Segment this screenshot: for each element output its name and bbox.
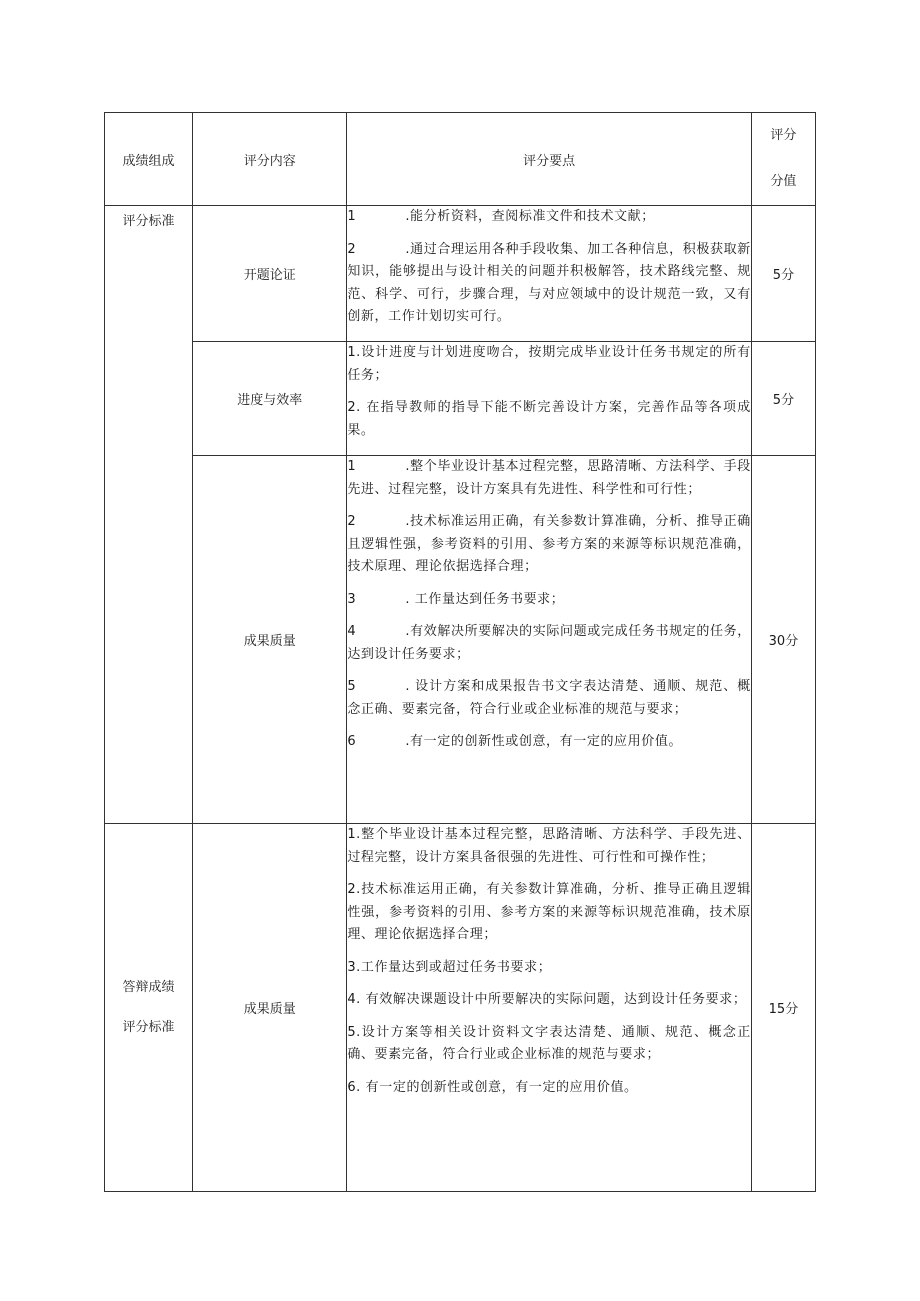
item-label: 成果质量 [193, 824, 347, 1192]
point-text: 技术标准运用正确，有关参数计算准确，分析、推导正确且逻辑性强，参考资料的引用、参考方案的来源等标识规范准确，技术原理、理论依据选择合理； [347, 882, 751, 942]
point-text: 设计进度与计划进度吻合，按期完成毕业设计任务书规定的所有任务； [347, 345, 751, 383]
point-number: 5. [347, 1024, 361, 1040]
point-item [347, 1077, 751, 1100]
point-number: 1. [347, 345, 361, 360]
score-value: 15分 [751, 824, 815, 1192]
point-number: 2. [347, 882, 361, 897]
table-row [105, 206, 816, 342]
header-points: 评分要点 [347, 113, 752, 206]
point-item [347, 731, 751, 754]
point-number: 1. [347, 827, 361, 842]
header-score [751, 113, 815, 206]
point-text: .有一定的创新性或创意，有一定的应用价值。 [405, 734, 683, 749]
point-text: 有效解决课题设计中所要解决的实际问题，达到设计任务要求； [360, 992, 747, 1007]
point-number: 5 [347, 679, 357, 694]
point-item [347, 456, 751, 501]
grading-table [104, 112, 816, 1192]
point-item [347, 879, 751, 947]
point-item [347, 342, 751, 387]
point-number: 4 [347, 624, 357, 639]
point-number: 2 [347, 241, 357, 257]
point-number: 1 [347, 209, 357, 224]
point-text: 整个毕业设计基本过程完整，思路清晰、方法科学、手段先进、过程完整，设计方案具备很强的先进性、可行性和可操作性； [347, 827, 751, 865]
point-number: 3. [347, 959, 361, 975]
table-row [105, 342, 816, 456]
section-group-label [105, 824, 193, 1192]
score-value: 5分 [751, 342, 815, 456]
point-text: .技术标准运用正确，有关参数计算准确，分析、推导正确且逻辑性强，参考资料的引用、参考方案的来源等标识规范准确，技术原理、理论依据选择合理； [347, 514, 751, 574]
header-row [105, 113, 816, 206]
points-cell [347, 824, 752, 1192]
point-item [347, 676, 751, 721]
point-number: 2 [347, 514, 357, 529]
point-item [347, 989, 751, 1012]
point-number: 4. [347, 992, 361, 1007]
point-number: 2. [347, 400, 361, 415]
point-text: 在指导教师的指导下能不断完善设计方案，完善作品等各项成果。 [347, 400, 751, 438]
point-text: 设计方案等相关设计资料文字表达清楚、通顺、规范、概念正确、要素完备，符合行业或企业标准的规范与要求； [347, 1024, 751, 1062]
point-number: 6 [347, 734, 357, 749]
point-text: . 工作量达到任务书要求； [405, 591, 565, 607]
score-value: 30分 [751, 456, 815, 824]
table-row [105, 456, 816, 824]
point-text: 工作量达到或超过任务书要求； [360, 959, 552, 975]
section-group-label: 评分标准 [105, 206, 193, 824]
points-cell [347, 456, 752, 824]
point-text: 有一定的创新性或创意，有一定的应用价值。 [360, 1079, 638, 1095]
point-text: .通过合理运用各种手段收集、加工各种信息，积极获取新知识，能够提出与设计相关的问题并积极解答，技术路线完整、规范、科学、可行，步骤合理，与对应领域中的设计规范一致，又有创新，工作计划切实可行。 [347, 241, 751, 324]
section-group-line2: 评分标准 [122, 1019, 175, 1035]
points-cell [347, 342, 752, 456]
score-value: 5分 [751, 206, 815, 342]
point-item [347, 1022, 751, 1067]
section-group-line1: 答辩成绩 [122, 979, 175, 995]
point-number: 6. [347, 1079, 361, 1095]
point-item [347, 397, 751, 442]
point-item [347, 621, 751, 666]
point-item [347, 957, 751, 980]
point-text: .有效解决所要解决的实际问题或完成任务书规定的任务，达到设计任务要求； [347, 624, 751, 662]
point-item [347, 206, 751, 229]
header-item: 评分内容 [193, 113, 347, 206]
point-text: .能分析资料，查阅标准文件和技术文献； [405, 209, 655, 224]
item-label: 开题论证 [193, 206, 347, 342]
header-group: 成绩组成 [105, 113, 193, 206]
points-cell [347, 206, 752, 342]
item-label: 进度与效率 [193, 342, 347, 456]
point-item [347, 589, 751, 612]
item-label: 成果质量 [193, 456, 347, 824]
point-number: 1 [347, 459, 357, 474]
header-score-line1: 评分 [770, 128, 797, 143]
point-item [347, 239, 751, 329]
point-item [347, 824, 751, 869]
point-text: .整个毕业设计基本过程完整，思路清晰、方法科学、手段先进、过程完整，设计方案具有先进性、科学性和可行性； [347, 459, 751, 497]
point-text: . 设计方案和成果报告书文字表达清楚、通顺、规范、概念正确、要素完备，符合行业或企业标准的规范与要求； [347, 679, 751, 717]
point-number: 3 [347, 591, 357, 607]
table-row [105, 824, 816, 1192]
header-score-line2: 分值 [770, 174, 797, 189]
point-item [347, 511, 751, 579]
